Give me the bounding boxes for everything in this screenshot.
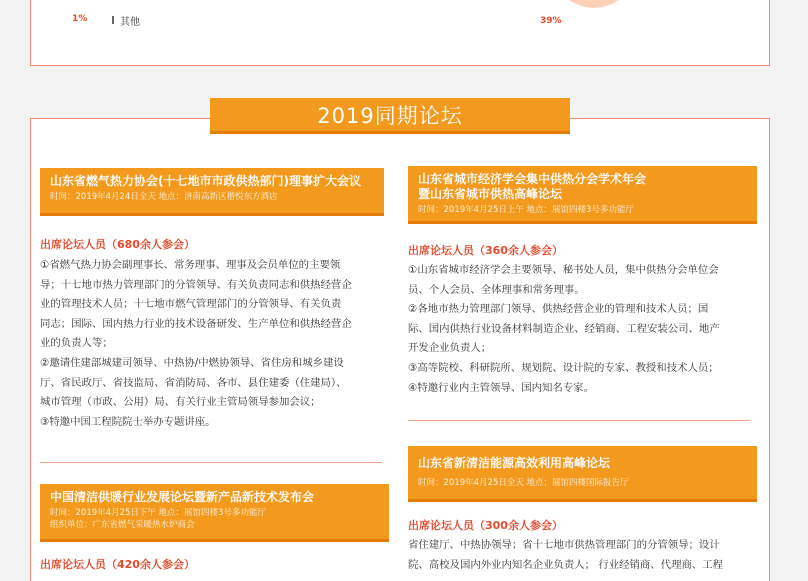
forum-meta: 时间：2019年4月25日下午 地点：展馆四楼3号多功能厅 [50, 508, 266, 518]
attendance-heading: 出席论坛人员（420余人参会） [40, 558, 195, 571]
forum-header-2 [40, 484, 389, 542]
divider [40, 462, 382, 463]
text-line: 业的管理技术人员；十七地市燃气管理部门的分管领导、有关负责 [40, 298, 342, 311]
forum-title: 山东省新清洁能源高效利用高峰论坛 [418, 456, 611, 470]
distribution-chart-panel [30, 0, 770, 66]
text-line: ①山东省城市经济学会主要领导、秘书处人员，集中供热分会单位会 [408, 264, 719, 276]
forum-title: 中国清洁供暖行业发展论坛暨新产品新技术发布会 [50, 490, 315, 504]
forum-header-1 [40, 168, 384, 216]
forum-meta: 时间：2019年4月25日全天 地点：展馆四楼国际报告厅 [418, 478, 629, 488]
legend-label-other: 其他 [120, 17, 140, 28]
text-line: 厅、省民政厅、省技监局、省消防局、各市、县住建委（住建局）、 [40, 376, 347, 389]
forum-title-line2: 暨山东省城市供热高峰论坛 [418, 187, 563, 201]
forum-title: 山东省城市经济学会集中供热分会学术年会 [418, 172, 647, 186]
text-line: 院、高校及国内外业内知名企业负责人； 行业经销商、代理商、工程 [408, 558, 724, 571]
section-banner: 2019同期论坛 [210, 98, 570, 134]
attendance-heading: 出席论坛人员（360余人参会） [408, 244, 563, 257]
text-line: 同志；国际、国内热力行业的技术设备研发、生产单位和供热经营企 [40, 317, 352, 330]
text-line: ①省燃气热力协会副理事长、常务理事、理事及会员单位的主要领 [40, 259, 341, 271]
forum-header-3 [408, 166, 757, 224]
text-line: 导；十七地市热力管理部门的分管领导、有关负责同志和供热经营企 [40, 278, 352, 291]
legend-marker [112, 16, 114, 24]
forum-meta: 时间：2019年4月24日全天 地点：济南高新区楷悦东方酒店 [50, 192, 278, 202]
text-line: 业的负责人等； [40, 337, 113, 350]
attendance-heading: 出席论坛人员（300余人参会） [408, 519, 563, 532]
text-line: 城市管理（市政、公用）局、有关行业主管局领导参加会议； [40, 396, 321, 409]
forum-header-4 [408, 446, 757, 502]
text-line: 员、个人会员、全体理事和常务理事。 [408, 283, 585, 296]
forum-description [408, 261, 760, 398]
forum-description [408, 536, 760, 575]
forum-organizer: 组织单位：广东省燃气采暖热水炉商会 [50, 520, 195, 530]
attendance-heading: 出席论坛人员（680余人参会） [40, 238, 195, 251]
forum-description [40, 256, 390, 432]
forum-title: 山东省燃气热力协会(十七地市市政供热部门)理事扩大会议 [50, 174, 361, 188]
text-line: ③特邀中国工程院院士举办专题讲座。 [40, 415, 216, 428]
text-line: 开发企业负责人； [408, 342, 492, 355]
text-line: ③高等院校、科研院所、规划院、设计院的专家、教授和技术人员； [408, 361, 719, 374]
text-line: ④特邀行业内主管领导、国内知名专家。 [408, 381, 594, 394]
text-line: ②邀请住建部城建司领导、中热协/中燃协领导、省住房和城乡建设 [40, 356, 344, 369]
text-line: ②各地市热力管理部门领导、供热经营企业的管理和技术人员；国 [408, 303, 709, 316]
forum-meta: 时间：2019年4月25日上午 地点：展馆四楼3号多功能厅 [418, 205, 634, 215]
divider [408, 420, 750, 421]
text-line: 省住建厅、中热协领导；省十七地市供热管理部门的分管领导；设计 [408, 539, 720, 551]
percent-label-right: 39% [540, 16, 562, 26]
text-line: 际、国内供热行业设备材料制造企业、经销商、工程安装公司、地产 [408, 322, 720, 335]
percent-label-left: 1% [72, 14, 88, 24]
